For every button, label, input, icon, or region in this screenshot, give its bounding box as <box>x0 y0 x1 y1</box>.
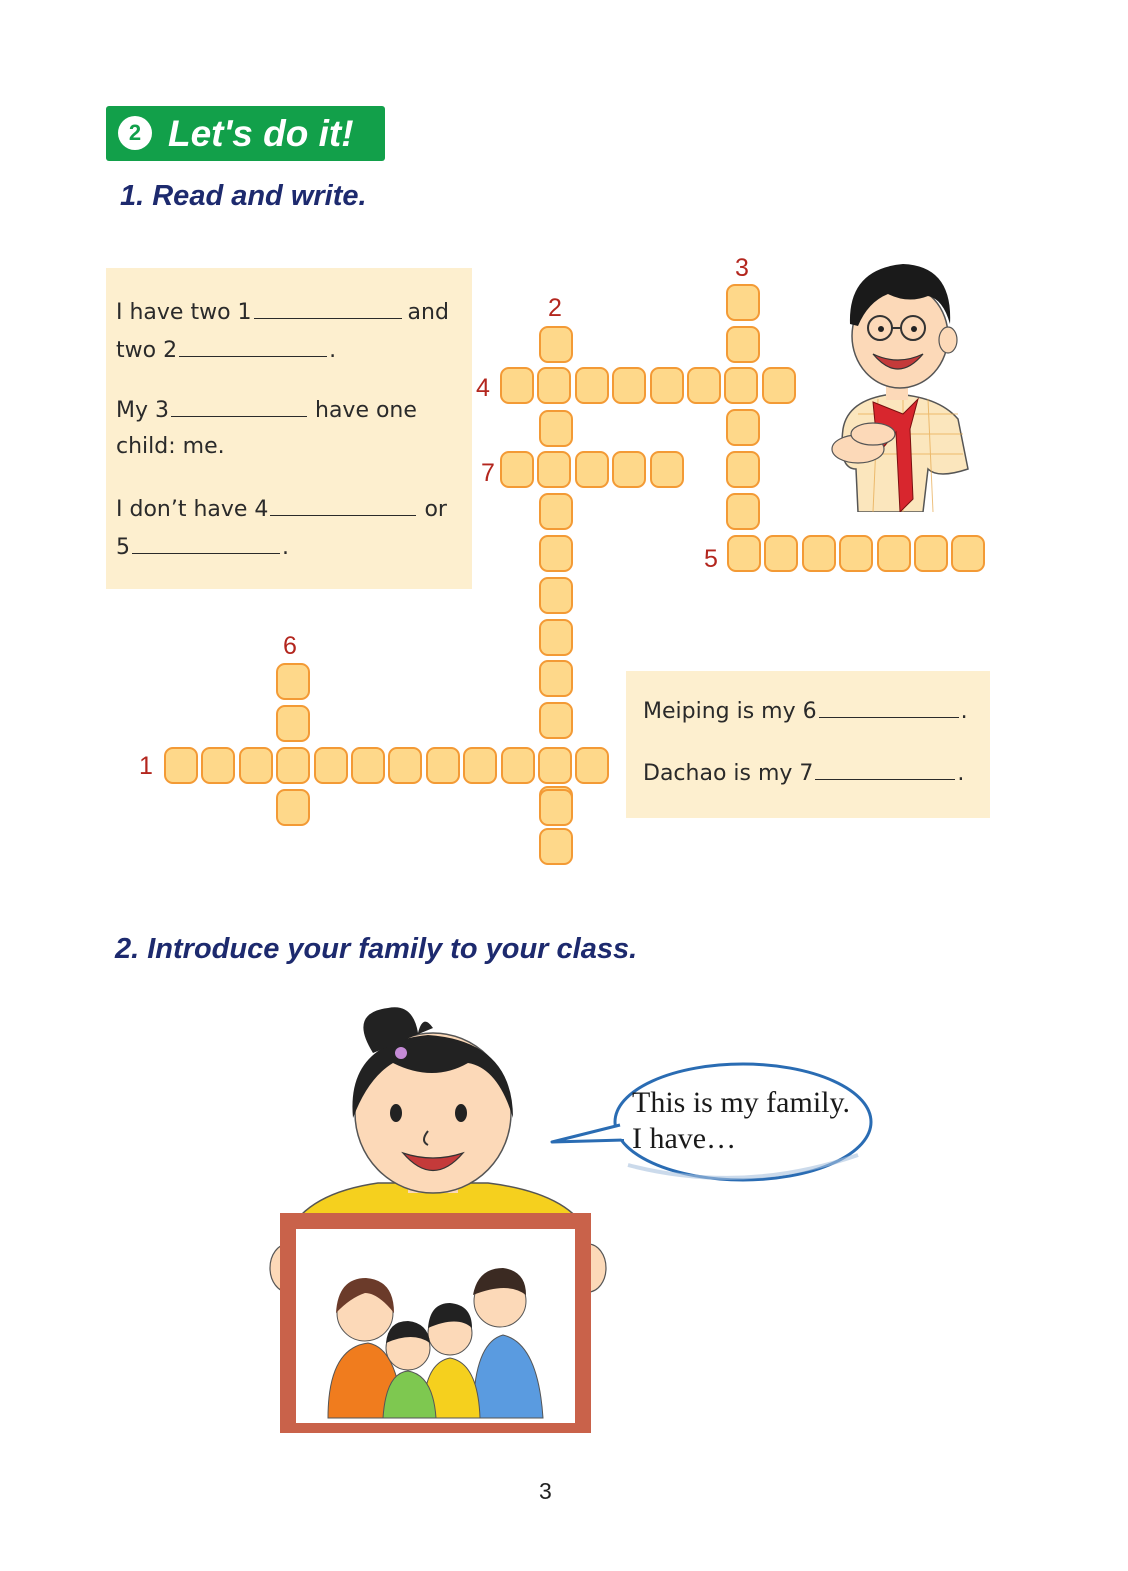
crossword-cell[interactable] <box>276 663 310 700</box>
crossword-cell[interactable] <box>764 535 798 572</box>
crossword-cell[interactable] <box>726 451 760 488</box>
boy-illustration <box>818 254 978 512</box>
crossword-cell[interactable] <box>726 326 760 363</box>
crossword-cell[interactable] <box>164 747 198 784</box>
crossword-cell[interactable] <box>539 535 573 572</box>
clue-number-5: 5 <box>704 545 718 573</box>
crossword-cell[interactable] <box>276 747 310 784</box>
crossword-cell[interactable] <box>687 367 721 404</box>
clue-line: Dachao is my 7 . <box>643 761 965 786</box>
crossword-cell[interactable] <box>650 451 684 488</box>
task1-title: 1. Read and write. <box>120 180 367 212</box>
crossword-cell[interactable] <box>539 789 573 826</box>
speech-bubble-text <box>632 1085 850 1157</box>
section-number: 2 <box>118 116 152 150</box>
crossword-cell[interactable] <box>239 747 273 784</box>
crossword-cell[interactable] <box>914 535 948 572</box>
clue-line: I have two 1 and <box>116 300 449 325</box>
crossword-cell[interactable] <box>726 493 760 530</box>
clue-number-4: 4 <box>476 374 490 402</box>
crossword-cell[interactable] <box>276 789 310 826</box>
clue-line: two 2 . <box>116 338 337 363</box>
crossword-cell[interactable] <box>388 747 422 784</box>
crossword-cell[interactable] <box>575 367 609 404</box>
clue-number-6: 6 <box>283 632 297 660</box>
crossword-cell[interactable] <box>951 535 985 572</box>
crossword-cell[interactable] <box>762 367 796 404</box>
clue-number-3: 3 <box>735 254 749 282</box>
crossword-cell[interactable] <box>539 828 573 865</box>
crossword-cell[interactable] <box>802 535 836 572</box>
crossword-cell[interactable] <box>500 367 534 404</box>
clue-line: Meiping is my 6 . <box>643 699 968 724</box>
crossword-cell[interactable] <box>726 409 760 446</box>
crossword-cell[interactable] <box>727 535 761 572</box>
clue-line: child: me. <box>116 434 225 459</box>
crossword-cell[interactable] <box>276 705 310 742</box>
crossword-cell[interactable] <box>839 535 873 572</box>
clue-line: 5 . <box>116 535 289 560</box>
crossword-cell[interactable] <box>500 451 534 488</box>
crossword-cell[interactable] <box>539 493 573 530</box>
clue-line: My 3 have one <box>116 398 417 423</box>
page-number: 3 <box>539 1478 552 1504</box>
speech-line-1: This is my family. <box>632 1086 851 1119</box>
crossword-cell[interactable] <box>538 747 572 784</box>
speech-line-2: I have… <box>632 1122 737 1155</box>
crossword-cell[interactable] <box>539 702 573 739</box>
crossword-cell[interactable] <box>539 619 573 656</box>
crossword-cell[interactable] <box>612 367 646 404</box>
crossword-cell[interactable] <box>537 367 571 404</box>
crossword-cell[interactable] <box>539 577 573 614</box>
clue-number-1: 1 <box>139 752 153 780</box>
clue-line: I don’t have 4 or <box>116 497 447 522</box>
crossword-cell[interactable] <box>877 535 911 572</box>
crossword-cell[interactable] <box>612 451 646 488</box>
crossword-cell[interactable] <box>463 747 497 784</box>
crossword-cell[interactable] <box>537 451 571 488</box>
crossword-cell[interactable] <box>426 747 460 784</box>
clue-number-7: 7 <box>481 459 495 487</box>
crossword-cell[interactable] <box>314 747 348 784</box>
crossword-cell[interactable] <box>575 451 609 488</box>
crossword-cell[interactable] <box>539 660 573 697</box>
crossword-cell[interactable] <box>575 747 609 784</box>
crossword-cell[interactable] <box>724 367 758 404</box>
crossword-cell[interactable] <box>501 747 535 784</box>
crossword-cell[interactable] <box>539 326 573 363</box>
crossword-cell[interactable] <box>201 747 235 784</box>
task2-title: 2. Introduce your family to your class. <box>115 933 638 965</box>
crossword-cell[interactable] <box>539 410 573 447</box>
crossword-cell[interactable] <box>351 747 385 784</box>
crossword-cell[interactable] <box>726 284 760 321</box>
section-title: Let's do it! <box>168 113 354 154</box>
clue-number-2: 2 <box>548 294 562 322</box>
crossword-cell[interactable] <box>650 367 684 404</box>
